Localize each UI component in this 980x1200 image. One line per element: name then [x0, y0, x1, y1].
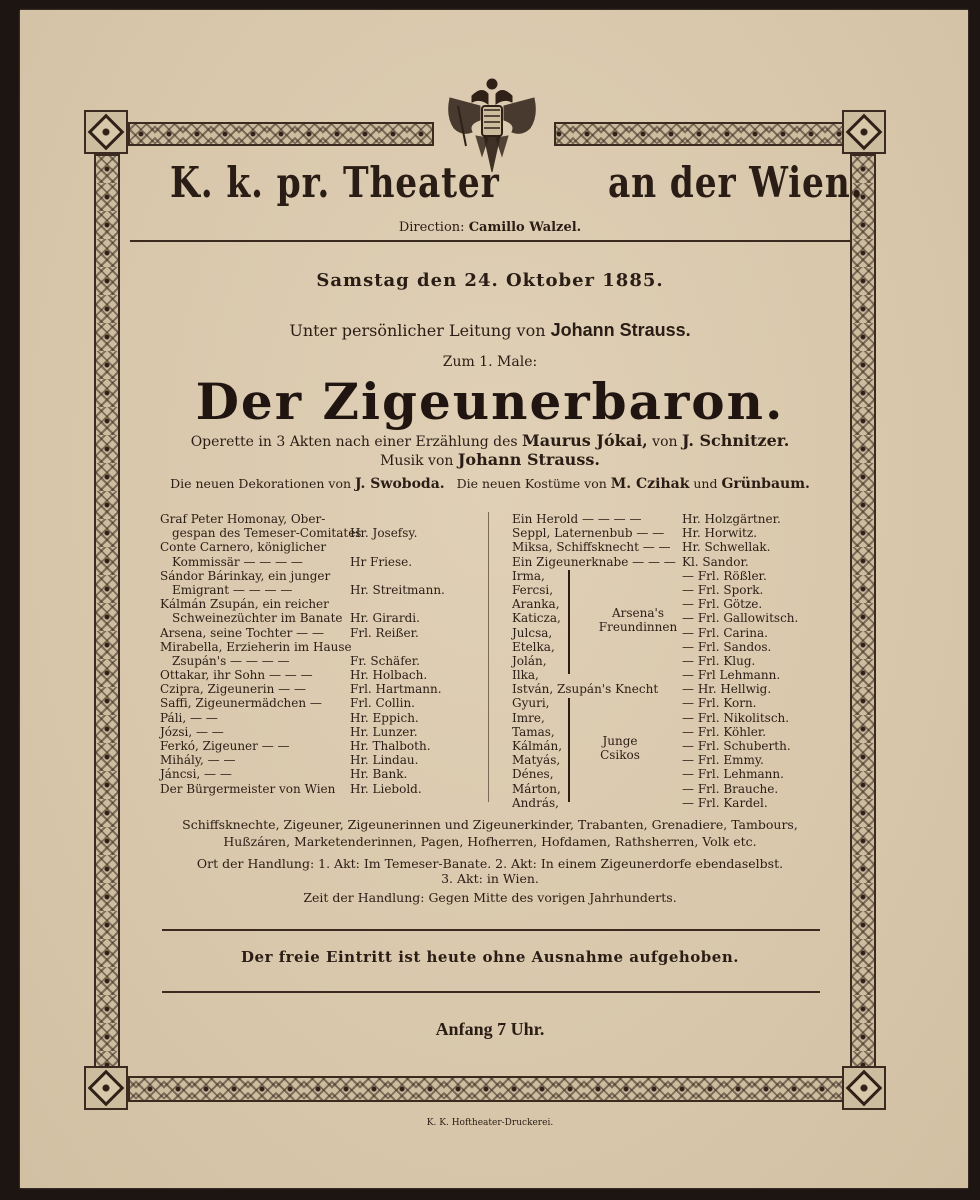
cast-row — [160, 711, 480, 725]
cast-role: Zsupán's — — — — — [172, 653, 290, 668]
theater-title-right: an der Wien. — [608, 158, 864, 207]
border-band-top-left — [128, 122, 434, 146]
cast-role: Czipra, Zigeunerin — — — [160, 682, 306, 697]
cast-actor: Hr. Bank. — [350, 767, 408, 782]
premiere-note: Zum 1. Male: — [442, 354, 538, 370]
cast-actor: — Frl. Gallowitsch. — [682, 611, 799, 626]
cast-actor: Hr. Lindau. — [350, 753, 419, 768]
cast-list-right — [512, 512, 832, 810]
credits-line-1 — [150, 432, 830, 451]
cast-role: Kálmán, — [512, 739, 563, 753]
notice-rule-bottom — [162, 991, 820, 993]
cast-row — [512, 782, 832, 796]
cast-actor: — Frl. Brauche. — [682, 781, 779, 796]
cast-row — [512, 526, 832, 540]
cast-actor: Fr. Schäfer. — [350, 653, 420, 668]
director-name: Camillo Walzel. — [468, 220, 582, 235]
cast-role: István, Zsupán's Knecht — [512, 682, 659, 697]
group-label-line: Csikos — [600, 748, 640, 762]
cast-role: Seppl, Laternenbub — — — [512, 526, 665, 541]
cast-row — [512, 668, 832, 682]
cast-actor: Hr. Liebold. — [350, 781, 422, 796]
border-band-left — [94, 154, 120, 1080]
cast-role: András, — [512, 795, 559, 810]
cast-row — [512, 540, 832, 554]
cast-row — [512, 767, 832, 781]
free-entry-notice: Der freie Eintritt ist heute ohne Ausnahme aufgehoben. — [241, 948, 739, 966]
cast-role: Arsena, seine Tochter — — — [160, 625, 324, 640]
cast-row — [160, 640, 480, 654]
group-label-line: Junge — [602, 734, 638, 748]
cast-role: Katicza, — [512, 611, 561, 626]
border-band-top-right — [554, 122, 844, 146]
cast-role: Józsi, — — — [160, 724, 224, 739]
cast-row — [160, 626, 480, 640]
cast-actor: — Frl. Klug. — [682, 653, 756, 668]
cast-actor: — Frl. Nikolitsch. — [682, 710, 790, 725]
cast-actor: — Frl. Rößler. — [682, 568, 767, 583]
setting-place-line-1: Ort der Handlung: 1. Akt: Im Temeser-Banate. 2. Akt: In einem Zigeunerdorfe ebendaselbst. — [196, 856, 784, 871]
librettist-name: J. Schnitzer. — [681, 431, 790, 450]
cast-role: Ferkó, Zigeuner — — — [160, 739, 290, 753]
cast-role: Mihály, — — — [160, 753, 236, 768]
cast-role: Tamas, — [512, 724, 555, 739]
cast-role: Miksa, Schiffsknecht — — — [512, 540, 671, 555]
cast-role: Ein Herold — — — — — [512, 512, 642, 526]
cast-row — [512, 512, 832, 526]
costume-und: und — [693, 476, 718, 491]
cast-role: Graf Peter Homonay, Ober- — [160, 512, 326, 526]
chorus-list: Schiffsknechte, Zigeuner, Zigeunerinnen und Zigeunerkinder, Trabanten, Grenadiere, Tambours, Hußzáren, Marketenderinnen, Pagen, Hofherren, Hofdamen, Rathsherren, Volk etc. — [182, 817, 798, 849]
setting-place — [150, 856, 830, 886]
theater-title-left: K. k. pr. Theater — [170, 158, 500, 207]
header-divider — [130, 240, 852, 242]
cast-role: Ottakar, ihr Sohn — — — — [160, 668, 313, 683]
cast-actor: — Frl. Emmy. — [682, 753, 764, 768]
cast-role: Ilka, — [512, 668, 539, 683]
credits-line-2 — [150, 451, 830, 470]
composer-name: Johann Strauss. — [457, 450, 600, 469]
cast-column-divider — [488, 512, 489, 802]
cast-actor: Hr. Horwitz. — [682, 526, 758, 541]
cast-actor: — Frl. Carina. — [682, 625, 768, 640]
cast-role: gespan des Temeser-Comitates — [172, 526, 362, 541]
performance-date: Samstag den 24. Oktober 1885. — [316, 270, 664, 291]
cast-actor: — Frl. Sandos. — [682, 639, 772, 654]
music-prefix: Musik von — [380, 453, 454, 469]
cast-actor: Frl. Reißer. — [350, 625, 419, 640]
cast-actor: — Frl. Korn. — [682, 696, 757, 711]
cast-role: Conte Carnero, königlicher — [160, 540, 327, 555]
cast-row — [512, 569, 832, 583]
cast-row — [512, 711, 832, 725]
cast-row — [160, 782, 480, 796]
notice-rule-top — [162, 929, 820, 931]
credits-von: von — [652, 434, 678, 450]
cast-actor: Frl. Hartmann. — [350, 682, 442, 697]
cast-actor: — Frl. Lehmann. — [682, 767, 784, 782]
cast-row — [160, 739, 480, 753]
cast-role: Dénes, — [512, 767, 554, 782]
cast-row — [160, 569, 480, 583]
cast-actor: Hr. Lunzer. — [350, 724, 418, 739]
cast-actor: — Hr. Hellwig. — [682, 682, 772, 697]
cast-row — [512, 753, 832, 767]
credits-prefix: Operette in 3 Akten nach einer Erzählung des — [190, 434, 518, 450]
conductor-name: Johann Strauss. — [550, 320, 691, 340]
cast-row — [160, 696, 480, 710]
cast-role: Jáncsi, — — — [160, 767, 232, 782]
corner-ornament-icon — [84, 1066, 128, 1110]
border-band-right — [850, 154, 876, 1080]
cast-row — [160, 767, 480, 781]
cast-actor: Kl. Sandor. — [682, 554, 749, 569]
cast-role: Emigrant — — — — — [172, 582, 293, 597]
author-name: Maurus Jókai, — [522, 431, 648, 450]
cast-row — [512, 640, 832, 654]
cast-row — [160, 526, 480, 540]
cast-role: Kommissär — — — — — [172, 554, 303, 569]
cast-role: Márton, — [512, 781, 561, 796]
setting-time: Zeit der Handlung: Gegen Mitte des vorigen Jahrhunderts. — [303, 890, 677, 905]
brace-arsena-friends-icon — [568, 570, 578, 674]
cast-row — [160, 512, 480, 526]
conducting-line — [0, 320, 980, 341]
cast-row — [160, 654, 480, 668]
cast-role: Sándor Bárinkay, ein junger — [160, 568, 331, 583]
cast-row — [160, 682, 480, 696]
cast-row — [160, 555, 480, 569]
cast-role: Irma, — [512, 568, 545, 583]
cast-role: Fercsi, — [512, 582, 554, 597]
costume-designer-1: M. Czihak — [610, 476, 690, 492]
cast-row — [512, 796, 832, 810]
cast-role: Ein Zigeunerknabe — — — — [512, 554, 676, 569]
cast-row — [512, 725, 832, 739]
cast-role: Julcsa, — [512, 625, 553, 640]
cast-list-left — [160, 512, 480, 796]
cast-role: Matyás, — [512, 753, 561, 768]
corner-ornament-icon — [842, 110, 886, 154]
conducting-prefix: Unter persönlicher Leitung von — [289, 321, 546, 340]
cast-row — [160, 753, 480, 767]
cast-actor: Hr. Josefsy. — [350, 526, 418, 541]
group-label-line: Arsena's — [611, 606, 664, 620]
cast-actor: Hr. Holbach. — [350, 668, 428, 683]
cast-role: Schweinezüchter im Banate — [172, 611, 343, 626]
cast-actor: Hr. Streitmann. — [350, 582, 445, 597]
credits-block — [150, 432, 830, 470]
cast-role: Kálmán Zsupán, ein reicher — [160, 597, 329, 612]
cast-row — [160, 597, 480, 611]
cast-role: Aranka, — [512, 597, 560, 612]
cast-actor: Hr. Eppich. — [350, 710, 419, 725]
cast-row — [160, 540, 480, 554]
cast-role: Saffi, Zigeunermädchen — — [160, 696, 322, 711]
cast-actor: — Frl. Kardel. — [682, 795, 768, 810]
cast-actor: — Frl. Spork. — [682, 582, 764, 597]
border-band-bottom — [128, 1076, 844, 1102]
cast-row — [512, 682, 832, 696]
cast-row — [160, 583, 480, 597]
cast-role: Mirabella, Erzieherin im Hause — [160, 639, 352, 654]
cast-row — [160, 611, 480, 625]
cast-actor: Hr. Schwellak. — [682, 540, 771, 555]
costume-designer-2: Grünbaum. — [721, 476, 810, 492]
cast-row — [512, 696, 832, 710]
costume-prefix: Die neuen Kostüme von — [456, 476, 607, 491]
corner-ornament-icon — [84, 110, 128, 154]
cast-actor: Hr Friese. — [350, 554, 413, 569]
cast-row — [512, 583, 832, 597]
cast-role: Jolán, — [512, 653, 547, 668]
cast-row — [512, 654, 832, 668]
decor-prefix: Die neuen Dekorationen von — [170, 476, 352, 491]
cast-role: Páli, — — — [160, 710, 218, 725]
decor-costume-line — [150, 476, 830, 492]
operetta-title: Der Zigeunerbaron. — [195, 372, 785, 431]
setting-place-line-2: 3. Akt: in Wien. — [441, 871, 539, 886]
cast-actor: Hr. Girardi. — [350, 611, 420, 626]
start-time: Anfang 7 Uhr. — [435, 1019, 545, 1039]
group-label-csikos — [570, 734, 670, 762]
cast-row — [512, 739, 832, 753]
cast-role: Der Bürgermeister von Wien — [160, 781, 336, 796]
group-label-arsena-friends — [588, 606, 688, 634]
cast-row — [160, 668, 480, 682]
cast-row — [512, 555, 832, 569]
cast-row — [160, 725, 480, 739]
printer-credit: K. K. Hoftheater-Druckerei. — [426, 1118, 554, 1128]
cast-actor: — Frl. Köhler. — [682, 724, 767, 739]
cast-actor: — Frl. Götze. — [682, 597, 763, 612]
cast-actor: Hr. Holzgärtner. — [682, 512, 781, 526]
cast-actor: — Frl Lehmann. — [682, 668, 781, 683]
cast-actor: Hr. Thalboth. — [350, 739, 431, 753]
cast-role: Gyuri, — [512, 696, 550, 711]
cast-role: Etelka, — [512, 639, 555, 654]
cast-role: Imre, — [512, 710, 545, 725]
corner-ornament-icon — [842, 1066, 886, 1110]
decor-designer: J. Swoboda. — [355, 476, 445, 492]
direction-label: Direction: — [398, 220, 465, 235]
cast-actor: — Frl. Schuberth. — [682, 739, 791, 753]
group-label-line: Freundinnen — [598, 620, 678, 634]
direction-line — [0, 220, 980, 235]
cast-actor: Frl. Collin. — [350, 696, 415, 711]
